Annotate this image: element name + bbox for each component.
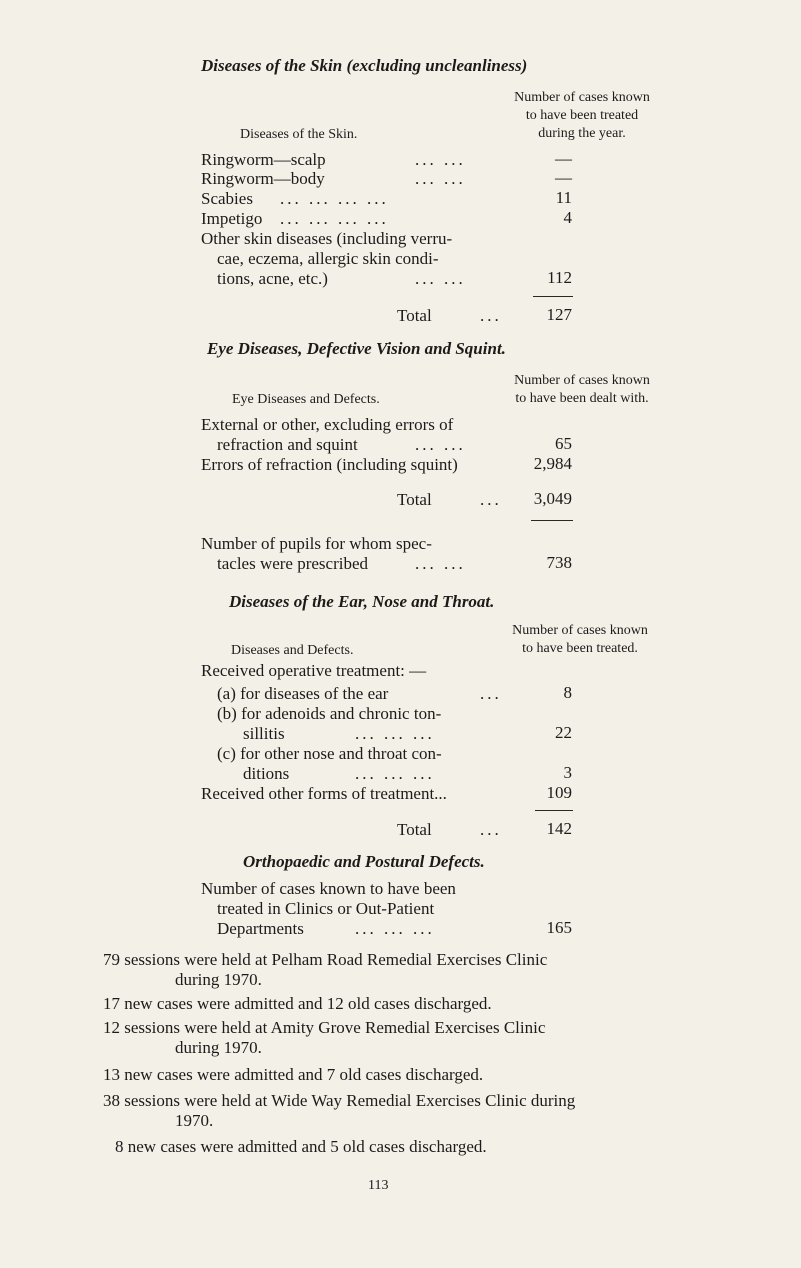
skin-other-value: 112 — [547, 268, 572, 287]
ent-col-header-line: to have been treated. — [522, 641, 638, 656]
ortho-section-title: Orthopaedic and Postural Defects. — [243, 852, 485, 871]
page-number: 113 — [368, 1178, 389, 1193]
ent-a-value: 8 — [563, 683, 572, 702]
paragraph-line: 13 new cases were admitted and 7 old cases discharged. — [103, 1065, 484, 1084]
skin-row-value: — — [555, 168, 572, 187]
paragraph-line: 12 sessions were held at Amity Grove Remedial Exercises Clinic — [103, 1018, 546, 1037]
eye-pupils-line: Number of pupils for whom spec- — [201, 534, 432, 553]
ent-total-dots: ... — [480, 820, 502, 839]
ent-b-value: 22 — [555, 723, 572, 742]
eye-external-value: 65 — [555, 434, 572, 453]
skin-col-header-left: Diseases of the Skin. — [240, 127, 358, 142]
skin-row-dots: ... ... — [415, 150, 466, 169]
ent-b-line: (b) for adenoids and chronic ton- — [217, 704, 442, 723]
eye-external-line: refraction and squint — [217, 435, 358, 454]
eye-pupils-value: 738 — [546, 553, 572, 572]
paragraph-line: 1970. — [175, 1111, 214, 1130]
ent-b-dots: ... ... ... — [355, 724, 435, 743]
eye-external-line: External or other, excluding errors of — [201, 415, 454, 434]
skin-row-label: Ringworm—scalp — [201, 150, 326, 169]
eye-external-dots: ... ... — [415, 435, 466, 454]
eye-total-rule — [531, 520, 573, 521]
skin-row-dots: ... ... ... ... — [280, 209, 389, 228]
eye-pupils-dots: ... ... — [415, 554, 466, 573]
ent-b-line: sillitis — [243, 724, 285, 743]
ortho-dots: ... ... ... — [355, 919, 435, 938]
paragraph-line: during 1970. — [175, 970, 262, 989]
skin-total-label: Total — [397, 306, 432, 325]
ortho-line: Number of cases known to have been — [201, 879, 456, 898]
ent-a-label: (a) for diseases of the ear — [217, 684, 389, 703]
skin-col-header-line: to have been treated — [525, 108, 639, 123]
skin-other-line: cae, eczema, allergic skin condi- — [217, 249, 439, 268]
skin-total-rule — [533, 296, 573, 297]
paragraph-line: 17 new cases were admitted and 12 old cases discharged. — [103, 994, 492, 1013]
skin-row-value: 4 — [563, 208, 572, 227]
ent-c-dots: ... ... ... — [355, 764, 435, 783]
ent-col-header-right — [485, 622, 675, 658]
eye-errors-value: 2,984 — [533, 454, 572, 473]
ent-c-line: (c) for other nose and throat con- — [217, 744, 442, 763]
eye-col-header-left: Eye Diseases and Defects. — [232, 392, 380, 407]
skin-total-dots: ... — [480, 306, 502, 325]
eye-section-title: Eye Diseases, Defective Vision and Squint. — [207, 339, 506, 358]
ent-c-value: 3 — [563, 763, 572, 782]
ent-total-rule — [535, 810, 573, 811]
ent-col-header-line: Number of cases known — [512, 623, 648, 638]
skin-total-value: 127 — [546, 305, 572, 324]
skin-row-label: Scabies — [201, 189, 253, 208]
ent-other-value: 109 — [546, 783, 572, 802]
ent-c-line: ditions — [243, 764, 290, 783]
eye-errors-label: Errors of refraction (including squint) — [201, 455, 458, 474]
ent-section-title: Diseases of the Ear, Nose and Throat. — [229, 592, 495, 611]
ortho-value: 165 — [546, 918, 572, 937]
skin-col-header-right — [487, 89, 677, 143]
ent-col-header-left: Diseases and Defects. — [231, 643, 354, 658]
skin-other-line: Other skin diseases (including verru- — [201, 229, 453, 248]
skin-col-header-line: Number of cases known — [514, 90, 650, 105]
eye-total-dots: ... — [480, 490, 502, 509]
skin-section-title: Diseases of the Skin (excluding uncleanliness) — [201, 56, 528, 75]
ortho-line: treated in Clinics or Out-Patient — [217, 899, 435, 918]
skin-row-label: Impetigo — [201, 209, 263, 228]
skin-row-value: — — [555, 149, 572, 168]
eye-col-header-line: Number of cases known — [514, 373, 650, 388]
paragraph-line: 38 sessions were held at Wide Way Remedial Exercises Clinic during — [103, 1091, 576, 1110]
skin-row-value: 11 — [555, 188, 572, 207]
ent-other-label: Received other forms of treatment... — [201, 784, 447, 803]
paragraph-line: 8 new cases were admitted and 5 old cases discharged. — [115, 1137, 487, 1156]
paragraph-line: during 1970. — [175, 1038, 262, 1057]
ent-a-dots: ... — [480, 684, 502, 703]
ent-total-value: 142 — [546, 819, 572, 838]
eye-pupils-line: tacles were prescribed — [217, 554, 369, 573]
skin-other-dots: ... ... — [415, 269, 466, 288]
eye-col-header-line: to have been dealt with. — [515, 391, 649, 406]
ortho-line: Departments — [217, 919, 304, 938]
skin-row-dots: ... ... ... ... — [280, 189, 389, 208]
skin-row-label: Ringworm—body — [201, 169, 325, 188]
skin-other-line: tions, acne, etc.) — [217, 269, 328, 288]
skin-col-header-line: during the year. — [538, 126, 626, 141]
paragraph-line: 79 sessions were held at Pelham Road Remedial Exercises Clinic — [103, 950, 548, 969]
eye-total-value: 3,049 — [533, 489, 572, 508]
eye-total-label: Total — [397, 490, 432, 509]
ent-received-label: Received operative treatment: — — [201, 661, 427, 680]
skin-row-dots: ... ... — [415, 169, 466, 188]
ent-total-label: Total — [397, 820, 432, 839]
eye-col-header-right — [487, 372, 677, 408]
